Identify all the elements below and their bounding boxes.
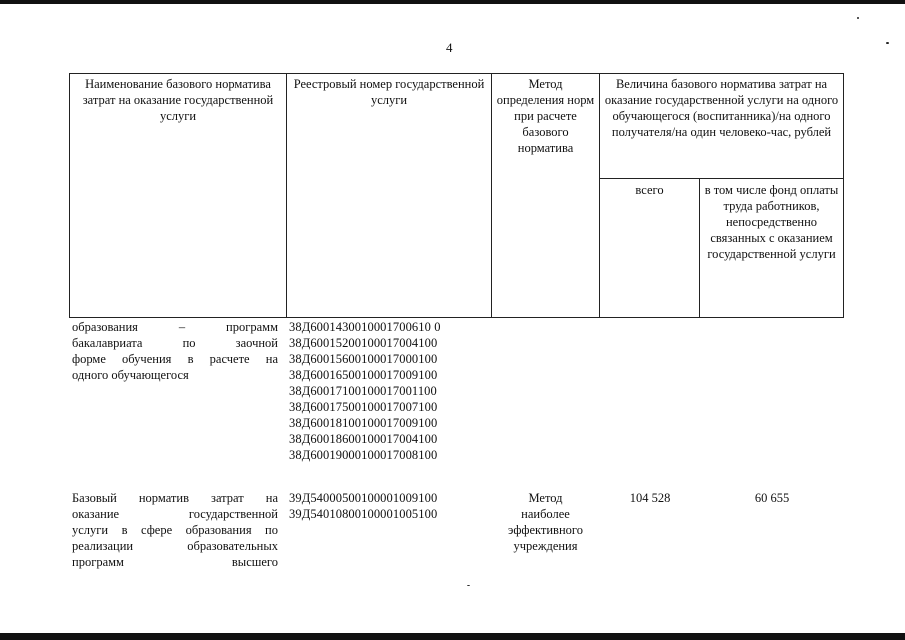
header-total-subcolumn: всего	[600, 179, 700, 318]
header-method-column: Метод определения норм при расчете базового норматива	[492, 74, 600, 318]
row1-registry-numbers	[289, 319, 489, 463]
table-header	[69, 73, 844, 318]
registry-number: 38Д60015200100017004100	[289, 336, 438, 350]
registry-number: 38Д6001430010001700610 0	[289, 320, 441, 334]
header-registry-column: Реестровый номер государственной услуги	[287, 74, 492, 318]
method-line: учреждения	[513, 539, 578, 553]
registry-number: 38Д60018100100017009100	[289, 416, 438, 430]
row2-method	[492, 490, 599, 554]
scan-speck	[886, 42, 889, 44]
top-border	[0, 0, 905, 4]
header-name-column: Наименование базового норматива затрат на оказание государственной услуги	[70, 74, 287, 318]
row1-name-line: образования – программ	[72, 320, 278, 334]
page-number: 4	[446, 40, 453, 55]
registry-number: 38Д60015600100017000100	[289, 352, 438, 366]
registry-number: 38Д60018600100017004100	[289, 432, 438, 446]
registry-number: 38Д60017500100017007100	[289, 400, 438, 414]
scan-speck	[857, 17, 859, 19]
header-value-column: Величина базового норматива затрат на оказание государственной услуги на одного обучающегося (воспитанника)/на одного получателя/на один человеко-час, рублей	[600, 74, 844, 179]
scan-speck	[467, 585, 470, 586]
header-payroll-subcolumn: в том числе фонд оплаты труда работников, непосредственно связанных с оказанием государственной услуги	[700, 179, 844, 318]
row2-name-line: реализации образовательных	[72, 539, 278, 553]
registry-number: 39Д54010800100001005100	[289, 507, 438, 521]
registry-number: 38Д60017100100017001100	[289, 384, 437, 398]
registry-number: 38Д60019000100017008100	[289, 448, 438, 462]
row1-name-line: форме обучения в расчете на	[72, 352, 278, 366]
bottom-border	[0, 633, 905, 640]
row1-name-line: бакалавриата по заочной	[72, 336, 278, 350]
registry-number: 39Д54000500100001009100	[289, 491, 438, 505]
row1-name-line: одного обучающегося	[72, 368, 189, 382]
row1-service-name	[72, 319, 278, 383]
row2-name-line: оказание государственной	[72, 507, 278, 521]
row2-payroll-value: 60 655	[754, 491, 790, 505]
method-line: эффективного	[508, 523, 583, 537]
method-line: Метод	[528, 491, 563, 505]
row2-name-line: программ высшего	[72, 555, 278, 569]
row2-service-name	[72, 490, 278, 570]
registry-number: 38Д60016500100017009100	[289, 368, 438, 382]
row2-name-line: Базовый норматив затрат на	[72, 491, 278, 505]
row2-total-value: 104 528	[629, 491, 671, 505]
row2-registry-numbers	[289, 490, 489, 522]
method-line: наиболее	[521, 507, 570, 521]
row2-name-line: услуги в сфере образования по	[72, 523, 278, 537]
